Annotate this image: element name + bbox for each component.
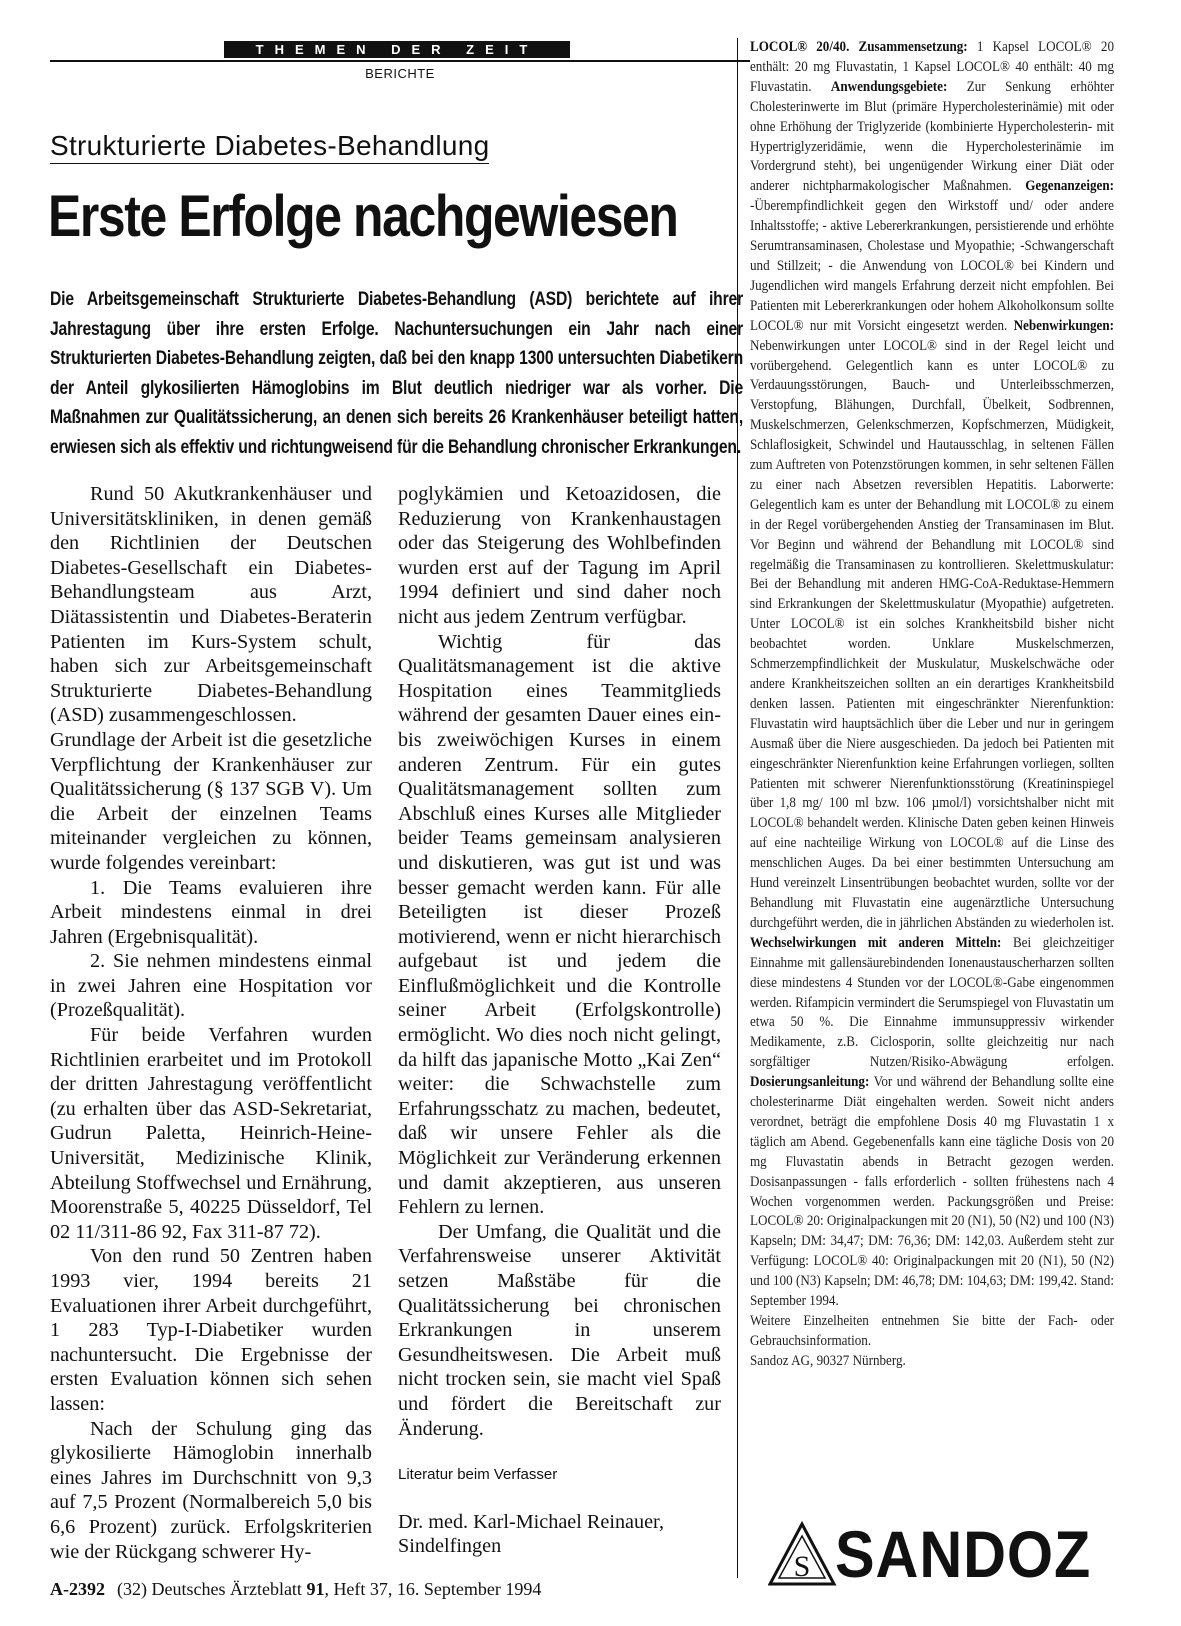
article-kicker: Strukturierte Diabetes-Behandlung bbox=[50, 130, 489, 164]
masthead-rule bbox=[50, 60, 750, 62]
author-location: Sindelfingen bbox=[398, 1535, 502, 1558]
paragraph: 2. Sie nehmen mindestens einmal in zwei Jahren eine Hospitation vor (Prozeßqualität). bbox=[50, 950, 372, 1022]
author-name: Dr. med. Karl-Michael Reinauer, bbox=[398, 1510, 665, 1533]
paragraph: Nach der Schulung ging das glykosilierte Hämoglobin innerhalb eines Jahres im Durchschnitt von 9,3 auf 7,5 Prozent (Normalbereich 5,0 bis 6,6 Prozent) zurück. Erfolgskriterien wie der Rückgang schwerer Hy- bbox=[50, 1417, 372, 1563]
footer-volume: 91 bbox=[306, 1579, 325, 1599]
sidebar-heading: Nebenwirkungen: bbox=[1013, 317, 1114, 334]
sidebar-heading: Gegenanzeigen: bbox=[1025, 178, 1114, 195]
drug-info-sidebar bbox=[750, 38, 1114, 1372]
page-number: A-2392 bbox=[50, 1579, 105, 1599]
paragraph: Grundlage der Arbeit ist die gesetzliche Verpflichtung der Krankenhäuser zur Qualitätssicherung (§ 137 SGB V). Um die Arbeit der einzelnen Teams miteinander vergleichen zu können, wurde folgendes vereinbart: bbox=[50, 728, 372, 874]
rubric-bar: THEMEN DER ZEIT bbox=[224, 41, 570, 58]
author-byline bbox=[398, 1510, 721, 1559]
paragraph: 1. Die Teams evaluieren ihre Arbeit mindestens einmal in drei Jahren (Ergebnisqualität). bbox=[50, 876, 372, 948]
footer-issue: , Heft 37, 16. September 1994 bbox=[324, 1579, 542, 1599]
paragraph: poglykämien und Ketoazidosen, die Reduzierung von Krankenhaustagen oder das Steigerung des Wohlbefinden wurden erst auf der Tagung im April 1994 definiert und sind daher noch nicht aus jedem Zentrum verfügbar. bbox=[398, 483, 721, 628]
paragraph: Rund 50 Akutkrankenhäuser und Universitätskliniken, in denen gemäß den Richtlinien der Deutschen Diabetes-Gesellschaft ein Diabetes-Behandlungsteam aus Arzt, Diätassistentin und Diabetes-Beraterin Patienten im Kurs-System schult, haben sich zur Arbeitsgemeinschaft Strukturierte Diabetes-Behandlung (ASD) zusammengeschlossen. bbox=[50, 483, 372, 727]
body-column-1 bbox=[50, 482, 372, 1564]
body-column-2 bbox=[398, 482, 721, 1559]
article-lead: Die Arbeitsgemeinschaft Strukturierte Diabetes-Behandlung (ASD) berichtete auf ihrer Jahrestagung über ihre ersten Erfolge. Nachuntersuchungen ein Jahr nach einer Strukturierten Diabetes-Behandlung zeigten, daß bei den knapp 1300 untersuchten Diabetikern der Anteil glykosilierten Hämoglobins im Blut deutlich niedriger war als vorher. Die Maßnahmen zur Qualitätssicherung, an denen sich bereits 26 Krankenhäuser beteiligt hatten, erwiesen sich als effektiv und richtungweisend für die Behandlung chronischer Erkrankungen. bbox=[50, 288, 744, 458]
column-divider bbox=[737, 38, 738, 1578]
paragraph: Der Umfang, die Qualität und die Verfahrensweise unserer Aktivität setzen Maßstäbe für die Qualitätssicherung bei chronischen Erkrankungen in unserem Gesundheitswesen. Die Arbeit muß nicht trocken sein, sie macht viel Spaß und fördert die Bereitschaft zur Änderung. bbox=[398, 1220, 721, 1440]
sidebar-heading: Anwendungsgebiete: bbox=[830, 78, 948, 95]
section-label: BERICHTE bbox=[365, 66, 435, 81]
page-footer bbox=[50, 1579, 541, 1600]
sidebar-more-info: Weitere Einzelheiten entnehmen Sie bitte der Fach- oder Gebrauchsinformation. bbox=[750, 1313, 1114, 1349]
logo-s-mark: S bbox=[793, 1550, 811, 1583]
footer-citation: (32) Deutsches Ärzteblatt bbox=[117, 1579, 307, 1599]
sidebar-heading: Dosierungsanleitung: bbox=[750, 1074, 870, 1091]
sidebar-text: LOCOL® 20/40. Zusammensetzung: 1 Kapsel LOCOL® 20 enthält: 20 mg Fluvastatin, 1 Kapsel LOCOL® 40 enthält: 40 mg Fluvastatin. Anwendungsgebiete: Zur Senkung erhöhter Cholesterinwerte im Blut (primäre Hypercholesterinämie) mit oder ohne Erhöhung der Triglyzeride (kombinierte Hypercholesterin- mit Hypertriglyzeridämie, wenn die Hypercholesterinämie im Vordergrund steht), bei ungenügender Wirkung einer Diät oder anderer nichtpharmakologischer Maßnahmen. Gegenanzeigen: -Überempfindlichkeit gegen den Wirkstoff und/ oder andere Inhaltsstoffe; - aktive Lebererkrankungen, persistierende und erhöhte Serumtransaminasen, Cholestase und Myopathie; -Schwangerschaft und Stillzeit; - die Anwendung von LOCOL® bei Kindern und Jugendlichen wird mangels Erfahrung derzeit nicht empfohlen. Bei Patienten mit Lebererkrankungen oder hohem Alkoholkonsum sollte LOCOL® nur mit Vorsicht eingesetzt werden. Nebenwirkungen: Nebenwirkungen unter LOCOL® sind in der Regel leicht und vorübergehend. Gelegentlich kann es unter LOCOL® zu Verdauungsstörungen, Bauch- und Unterleibsschmerzen, Verstopfung, Blähungen, Durchfall, Übelkeit, Sodbrennen, Muskelschmerzen, Gelenkschmerzen, Kopfschmerzen, Müdigkeit, Schlaflosigkeit, Schwindel und Hautausschlag, in seltenen Fällen zum Auftreten von Potenzstörungen kommen, in sehr seltenen Fällen zu einer nach Absetzen reversiblen Hepatitis. Laborwerte: Gelegentlich kam es unter der Behandlung mit LOCOL® zu einem in der Regel vorübergehenden Anstieg der Transaminasen im Blut. Vor Beginn und während der Behandlung mit LOCOL® sind regelmäßig die Transaminasen zu kontrollieren. Skelettmuskulatur: Bei der Behandlung mit anderen HMG-CoA-Reduktase-Hemmern sind Erkrankungen der Skelettmuskulatur (Myopathie) aufgetreten. Unter LOCOL® ist ein solches Krankheitsbild bisher nicht beobachtet worden. Unklare Muskelschmerzen, Schmerzempfindlichkeit der Muskulatur, Muskelschwäche oder andere Krankheitszeichen sollten an ein derartiges Krankheitsbild denken lassen. Patienten mit eingeschränkter Nierenfunktion: Fluvastatin wird hauptsächlich über die Leber und nur in geringem Ausmaß über die Niere ausgeschieden. Da jedoch bei Patienten mit eingeschränkter Nierenfunktion keine Erfahrungen vorliegen, sollten Patienten mit schwerer Nierenfunktionsstörung (Kreatininspiegel über 1,8 mg/ 100 ml bzw. 106 µmol/l) vorsichtshalber nicht mit LOCOL® behandelt werden. Klinische Daten geben keinen Hinweis auf eine nachteilige Wirkung von LOCOL® auf die Linse des menschlichen Auges. Da bei einer bestimmten Untersuchung am Hund vereinzelt Linsentrübungen beobachtet wurden, sollte vor der Behandlung mit Fluvastatin eine augenärztliche Untersuchung durchgeführt werden, die in jährlichen Abständen zu wiederholen ist. Wechselwirkungen mit anderen Mitteln: Bei gleichzeitiger Einnahme mit gallensäurebindenden Ionenaustauscherharzen sollten diese mindestens 4 Stunden vor der LOCOL®-Gabe eingenommen werden. Rifampicin vermindert die Serumspiegel von Fluvastatin um etwa 50 %. Die Einnahme immunsuppressiv wirkender Medikamente, z.B. Ciclosporin, sollte gleichzeitig nur nach sorgfältiger Nutzen/Risiko-Abwägung erfolgen. Dosierungsanleitung: Vor und während der Behandlung sollte eine cholesterinarme Diät eingehalten werden. Soweit nicht anders verordnet, beträgt die empfohlene Dosis 40 mg Fluvastatin 1 x täglich am Abend. Gegebenenfalls kann eine tägliche Dosis von 20 mg Fluvastatin abends in Betracht gezogen werden. Dosisanpassungen - falls erforderlich - sollten frühestens nach 4 Wochen vorgenommen werden. Packungsgrößen und Preise: LOCOL® 20: Originalpackungen mit 20 (N1), 50 (N2) und 100 (N3) Kapseln; DM: 34,47; DM: 76,36; DM: 142,03. Außerdem steht zur Verfügung: LOCOL® 40: Originalpackungen mit 20 (N1), 50 (N2) und 100 (N3) Kapseln; DM: 46,78; DM: 104,63; DM: 199,42. Stand: September 1994. bbox=[750, 39, 1114, 1310]
sandoz-logo-text: SANDOZ bbox=[835, 1517, 1092, 1591]
sidebar-heading: Wechselwirkungen mit anderen Mitteln: bbox=[750, 934, 1002, 951]
sidebar-heading: LOCOL® 20/40. Zusammensetzung: bbox=[750, 39, 968, 55]
paragraph: Von den rund 50 Zentren haben 1993 vier, 1994 bereits 21 Evaluationen ihrer Arbeit durchgeführt, 1 283 Typ-I-Diabetiker wurden nachuntersucht. Die Ergebnisse der ersten Evaluation können sich sehen lassen: bbox=[50, 1245, 372, 1415]
sidebar-company: Sandoz AG, 90327 Nürnberg. bbox=[750, 1352, 906, 1369]
literature-note: Literatur beim Verfasser bbox=[398, 1466, 558, 1484]
paragraph: Für beide Verfahren wurden Richtlinien erarbeitet und im Protokoll der dritten Jahrestagung veröffentlicht (zu erhalten über das ASD-Sekretariat, Gudrun Paletta, Heinrich-Heine-Universität, Medizinische Klinik, Abteilung Stoffwechsel und Ernährung, Moorenstraße 5, 40225 Düsseldorf, Tel 02 11/311-86 92, Fax 311-87 72). bbox=[50, 1024, 372, 1243]
paragraph: Wichtig für das Qualitätsmanagement ist die aktive Hospitation eines Teammitglieds während der gesamten Dauer eines ein- bis zweiwöchigen Kurses in einem anderen Zentrum. Für ein gutes Qualitätsmanagement sollten zum Abschluß eines Kurses alle Mitglieder beider Teams gemeinsam analysieren und diskutieren, was gut ist und was besser gemacht werden kann. Für alle Beteiligten ist dieser Prozeß motivierend, wenn er nicht hierarchisch aufgebaut ist und jedem die Einflußmöglichkeit und die Kontrolle seiner Arbeit (Erfolgskontrolle) ermöglicht. Wo dies noch nicht gelingt, da hilft das japanische Motto „Kai Zen“ weiter: die Schwachstelle zum Erfahrungsschatz zu machen, bedeutet, daß wir unsere Fehler als die Möglichkeit zur Veränderung erkennen und damit akzeptieren, aus unseren Fehlern zu lernen. bbox=[398, 630, 721, 1219]
article-headline: Erste Erfolge nachgewiesen bbox=[48, 184, 678, 249]
